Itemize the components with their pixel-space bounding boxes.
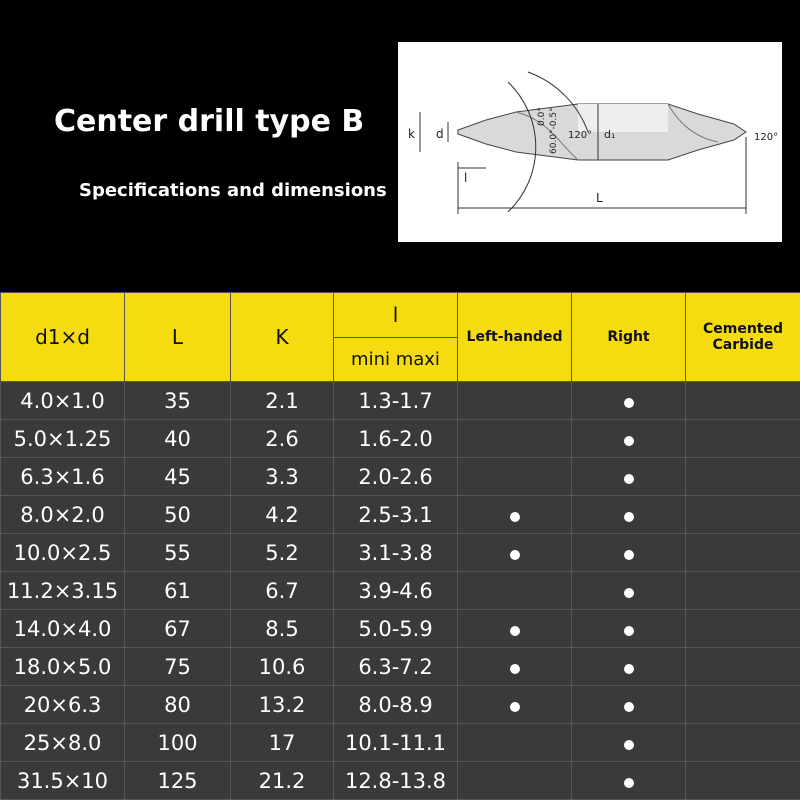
- page-subtitle: Specifications and dimensions: [79, 180, 387, 201]
- cell-d1xd: 6.3×1.6: [1, 458, 125, 496]
- cell-l: 1.3-1.7: [334, 382, 458, 420]
- cell-l: 10.1-11.1: [334, 724, 458, 762]
- header-l-minmax: mini maxi: [334, 338, 458, 382]
- availability-dot-icon: [624, 436, 634, 446]
- cell-left-handed: [458, 458, 572, 496]
- cell-right: [572, 724, 686, 762]
- cell-cemented-carbide: [686, 648, 800, 686]
- table-row: [1, 458, 800, 496]
- cell-cemented-carbide: [686, 686, 800, 724]
- cell-left-handed: [458, 420, 572, 458]
- cell-left-handed: [458, 496, 572, 534]
- cell-l: 5.0-5.9: [334, 610, 458, 648]
- cell-l: 8.0-8.9: [334, 686, 458, 724]
- drill-body-highlight: [578, 104, 668, 132]
- cell-l: 35: [125, 382, 231, 420]
- cell-l: 55: [125, 534, 231, 572]
- cell-l: 2.5-3.1: [334, 496, 458, 534]
- cell-right: [572, 762, 686, 800]
- cell-right: [572, 648, 686, 686]
- header-left-handed: Left-handed: [458, 293, 572, 382]
- cell-right: [572, 382, 686, 420]
- cell-l: 50: [125, 496, 231, 534]
- angle-inner-label: 120°: [568, 130, 593, 141]
- cell-left-handed: [458, 762, 572, 800]
- cell-l: 75: [125, 648, 231, 686]
- cell-k: 2.1: [231, 382, 334, 420]
- cell-d1xd: 4.0×1.0: [1, 382, 125, 420]
- cell-k: 2.6: [231, 420, 334, 458]
- cell-d1xd: 25×8.0: [1, 724, 125, 762]
- cell-l: 80: [125, 686, 231, 724]
- table-body: [1, 382, 800, 800]
- table-row: [1, 762, 800, 800]
- cell-cemented-carbide: [686, 724, 800, 762]
- cell-left-handed: [458, 572, 572, 610]
- cell-left-handed: [458, 610, 572, 648]
- cell-right: [572, 572, 686, 610]
- cell-cemented-carbide: [686, 610, 800, 648]
- availability-dot-icon: [624, 778, 634, 788]
- table-row: [1, 648, 800, 686]
- cell-k: 5.2: [231, 534, 334, 572]
- cell-l: 3.1-3.8: [334, 534, 458, 572]
- availability-dot-icon: [624, 740, 634, 750]
- cell-d1xd: 14.0×4.0: [1, 610, 125, 648]
- table-row: [1, 686, 800, 724]
- availability-dot-icon: [624, 702, 634, 712]
- l-label: l: [464, 171, 468, 185]
- cell-right: [572, 458, 686, 496]
- cell-d1xd: 18.0×5.0: [1, 648, 125, 686]
- availability-dot-icon: [624, 550, 634, 560]
- table-row: [1, 496, 800, 534]
- cell-left-handed: [458, 382, 572, 420]
- header-l: l: [334, 293, 458, 338]
- cell-right: [572, 686, 686, 724]
- cell-k: 21.2: [231, 762, 334, 800]
- header-cemented-carbide: Cemented Carbide: [686, 293, 800, 382]
- center-drill-diagram: [398, 42, 782, 242]
- angle-range-label: 60.0°-0.5°: [549, 107, 559, 154]
- cell-right: [572, 420, 686, 458]
- availability-dot-icon: [510, 664, 520, 674]
- cell-l: 12.8-13.8: [334, 762, 458, 800]
- cell-left-handed: [458, 534, 572, 572]
- k-label: k: [408, 127, 415, 141]
- cell-left-handed: [458, 648, 572, 686]
- d-label: d: [436, 127, 444, 141]
- availability-dot-icon: [510, 512, 520, 522]
- cell-d1xd: 31.5×10: [1, 762, 125, 800]
- L-label: L: [596, 191, 603, 205]
- cell-l: 61: [125, 572, 231, 610]
- cell-k: 3.3: [231, 458, 334, 496]
- cell-k: 10.6: [231, 648, 334, 686]
- specifications-table: [0, 292, 800, 800]
- page-title: Center drill type B: [54, 104, 365, 139]
- cell-l: 45: [125, 458, 231, 496]
- cell-cemented-carbide: [686, 572, 800, 610]
- cell-k: 8.5: [231, 610, 334, 648]
- cell-cemented-carbide: [686, 762, 800, 800]
- cell-left-handed: [458, 724, 572, 762]
- cell-l: 40: [125, 420, 231, 458]
- cell-cemented-carbide: [686, 420, 800, 458]
- cell-cemented-carbide: [686, 382, 800, 420]
- cell-k: 17: [231, 724, 334, 762]
- availability-dot-icon: [624, 588, 634, 598]
- cell-l: 100: [125, 724, 231, 762]
- table-row: [1, 420, 800, 458]
- availability-dot-icon: [624, 626, 634, 636]
- cell-right: [572, 610, 686, 648]
- availability-dot-icon: [624, 512, 634, 522]
- cell-d1xd: 11.2×3.15: [1, 572, 125, 610]
- header-right: Right: [572, 293, 686, 382]
- cell-left-handed: [458, 686, 572, 724]
- cell-cemented-carbide: [686, 534, 800, 572]
- availability-dot-icon: [624, 474, 634, 484]
- cell-k: 6.7: [231, 572, 334, 610]
- table-header-row: [1, 293, 800, 338]
- drill-drawing: [398, 42, 782, 242]
- cell-l: 67: [125, 610, 231, 648]
- table-row: [1, 534, 800, 572]
- header-L: L: [125, 293, 231, 382]
- cell-right: [572, 534, 686, 572]
- angle-top-label: 0.0°: [537, 107, 547, 126]
- cell-d1xd: 8.0×2.0: [1, 496, 125, 534]
- header-K: K: [231, 293, 334, 382]
- availability-dot-icon: [624, 664, 634, 674]
- d1-label: d₁: [604, 128, 616, 141]
- availability-dot-icon: [510, 702, 520, 712]
- cell-d1xd: 10.0×2.5: [1, 534, 125, 572]
- cell-l: 6.3-7.2: [334, 648, 458, 686]
- cell-k: 13.2: [231, 686, 334, 724]
- cell-d1xd: 20×6.3: [1, 686, 125, 724]
- cell-l: 3.9-4.6: [334, 572, 458, 610]
- cell-cemented-carbide: [686, 496, 800, 534]
- header-d1xd: d1×d: [1, 293, 125, 382]
- table-row: [1, 572, 800, 610]
- cell-d1xd: 5.0×1.25: [1, 420, 125, 458]
- availability-dot-icon: [510, 626, 520, 636]
- cell-l: 125: [125, 762, 231, 800]
- availability-dot-icon: [624, 398, 634, 408]
- cell-cemented-carbide: [686, 458, 800, 496]
- table-row: [1, 610, 800, 648]
- cell-right: [572, 496, 686, 534]
- table-row: [1, 724, 800, 762]
- cell-l: 1.6-2.0: [334, 420, 458, 458]
- table-row: [1, 382, 800, 420]
- availability-dot-icon: [510, 550, 520, 560]
- angle-tip-label: 120°: [754, 132, 779, 143]
- cell-k: 4.2: [231, 496, 334, 534]
- cell-l: 2.0-2.6: [334, 458, 458, 496]
